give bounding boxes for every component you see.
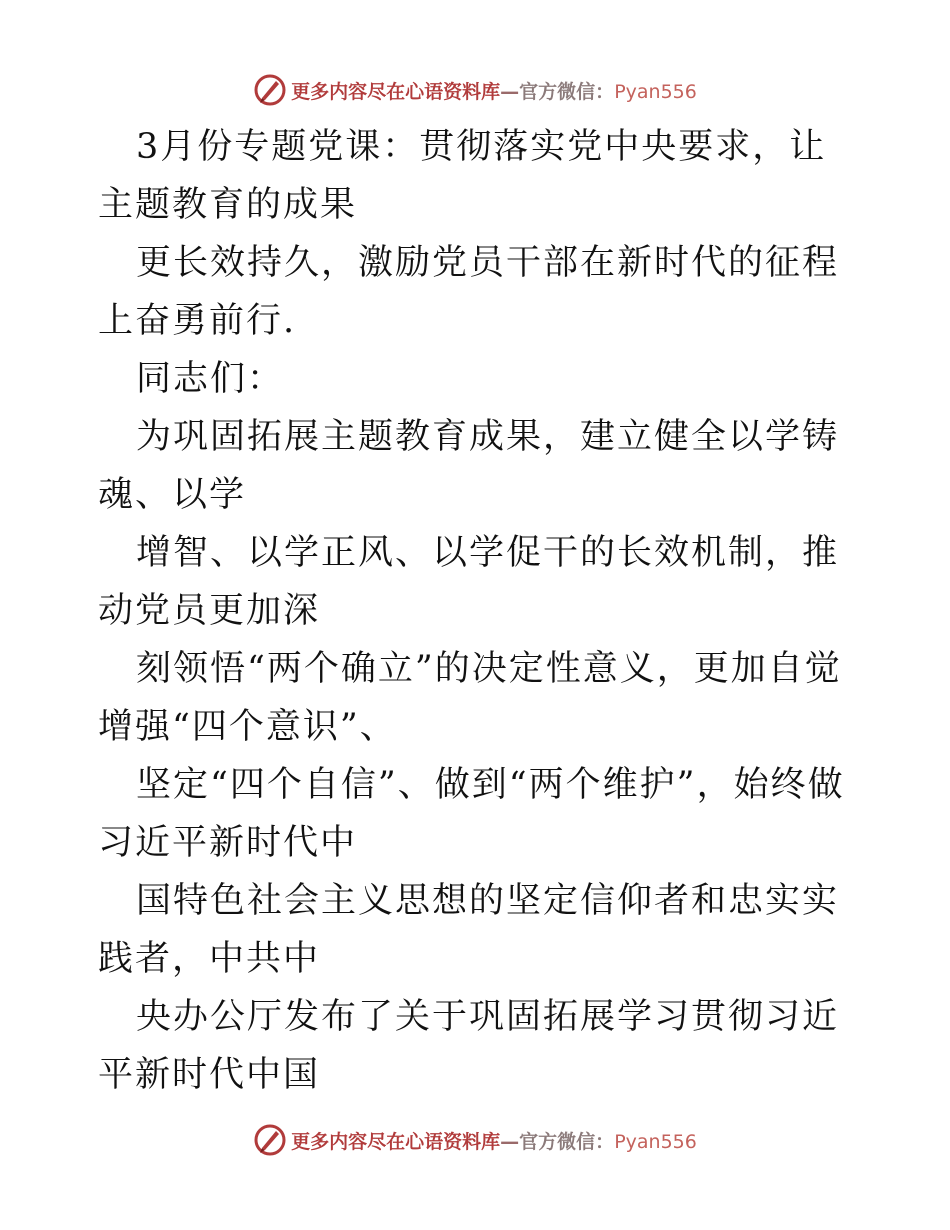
header-site-name: 更多内容尽在心语资料库 [291, 80, 501, 103]
footer-wechat-id: Pyan556 [614, 1130, 697, 1153]
header-watermark-banner [0, 70, 950, 110]
paragraph-body: 增智、以学正风、以学促干的长效机制，推动党员更加深 [98, 533, 840, 631]
paragraph-body: 为巩固拓展主题教育成果，建立健全以学铸魂、以学 [98, 417, 840, 515]
paragraph-title: 3月份专题党课：贯彻落实党中央要求，让主题教育的成果 [98, 127, 827, 225]
header-separator: — [500, 80, 520, 103]
paragraph-body: 央办公厅发布了关于巩固拓展学习贯彻习近平新时代中国 [98, 997, 840, 1095]
footer-contact-label: 官方微信： [519, 1130, 615, 1153]
footer-watermark-text [291, 1127, 697, 1154]
header-watermark-text [291, 77, 697, 104]
quill-pen-seal-icon [253, 1123, 287, 1157]
footer-site-name: 更多内容尽在心语资料库 [291, 1130, 501, 1153]
document-body [98, 118, 858, 1104]
paragraph-body: 坚定“四个自信”、做到“两个维护”，始终做习近平新时代中 [98, 765, 845, 863]
quill-pen-seal-icon [253, 73, 287, 107]
header-wechat-id: Pyan556 [614, 80, 697, 103]
footer-watermark-banner [0, 1120, 950, 1160]
paragraph-body: 刻领悟“两个确立”的决定性意义，更加自觉增强“四个意识”、 [98, 649, 842, 747]
paragraph-salutation: 同志们： [136, 359, 285, 399]
footer-separator: — [500, 1130, 520, 1153]
header-contact-label: 官方微信： [519, 80, 615, 103]
paragraph-body: 国特色社会主义思想的坚定信仰者和忠实实践者，中共中 [98, 881, 840, 979]
paragraph-subtitle: 更长效持久，激励党员干部在新时代的征程上奋勇前行. [98, 243, 840, 341]
